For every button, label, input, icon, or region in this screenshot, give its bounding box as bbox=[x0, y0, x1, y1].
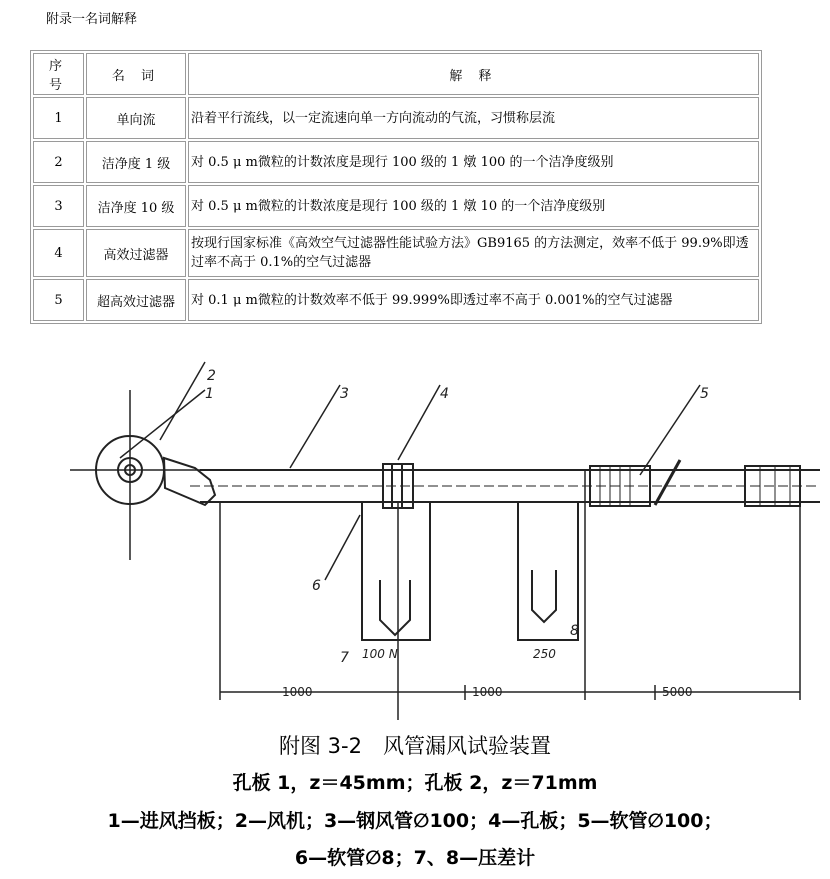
appendix-heading: 附录一名词解释 bbox=[46, 12, 138, 27]
row-explanation: 对 0.1 μ m微粒的计数效率不低于 99.999%即透过率不高于 0.001%的空气过滤器 bbox=[188, 279, 759, 321]
label-3: 3 bbox=[340, 386, 349, 402]
table-row bbox=[33, 141, 759, 183]
row-explanation: 按现行国家标准《高效空气过滤器性能试验方法》GB9165 的方法测定，效率不低于 99.9%即透过率不高于 0.1%的空气过滤器 bbox=[188, 229, 759, 277]
label-5: 5 bbox=[700, 386, 709, 402]
label-1: 1 bbox=[205, 386, 214, 402]
table-row bbox=[33, 185, 759, 227]
row-explanation: 沿着平行流线，以一定流速向单一方向流动的气流，习惯称层流 bbox=[188, 97, 759, 139]
gauge-7 bbox=[362, 502, 430, 640]
row-no: 1 bbox=[33, 97, 84, 139]
label-7: 7 bbox=[340, 650, 349, 666]
dimension-2: 1000 bbox=[472, 685, 503, 699]
figure-caption-line-1: 孔板 1，z＝45mm；孔板 2，z＝71mm bbox=[232, 772, 598, 794]
leader-6 bbox=[325, 515, 360, 580]
leader-4 bbox=[398, 385, 440, 460]
row-no: 4 bbox=[33, 229, 84, 277]
label-2: 2 bbox=[207, 368, 216, 384]
figure-duct-leak-test bbox=[0, 340, 830, 879]
clamp bbox=[655, 460, 680, 505]
row-no: 3 bbox=[33, 185, 84, 227]
row-explanation: 对 0.5 μ m微粒的计数浓度是现行 100 级的 1 燉 10 的一个洁净度级别 bbox=[188, 185, 759, 227]
leader-1 bbox=[120, 390, 205, 458]
leader-5 bbox=[640, 385, 700, 475]
table-header-row bbox=[33, 53, 759, 95]
leader-2 bbox=[160, 362, 205, 440]
gauge-7-tube bbox=[380, 580, 410, 635]
row-term: 超高效过滤器 bbox=[86, 279, 186, 321]
gauge-7-reading: 100 N bbox=[362, 647, 398, 661]
figure-caption-line-3: 6—软管∅8；7、8—压差计 bbox=[294, 847, 536, 869]
label-6: 6 bbox=[312, 578, 321, 594]
label-4: 4 bbox=[440, 386, 449, 402]
gauge-8-tube bbox=[532, 570, 556, 622]
table-row bbox=[33, 279, 759, 321]
glossary-table bbox=[30, 50, 762, 324]
table-row bbox=[33, 97, 759, 139]
duct-apparatus-drawing bbox=[0, 340, 830, 730]
row-no: 2 bbox=[33, 141, 84, 183]
gauge-8-reading: 250 bbox=[533, 647, 556, 661]
leader-3 bbox=[290, 385, 340, 468]
label-8: 8 bbox=[570, 623, 579, 639]
figure-caption-line-2: 1—进风挡板；2—风机；3—钢风管∅100；4—孔板；5—软管∅100； bbox=[107, 810, 723, 832]
row-term: 单向流 bbox=[86, 97, 186, 139]
dimension-1: 1000 bbox=[282, 685, 313, 699]
row-term: 高效过滤器 bbox=[86, 229, 186, 277]
table-row bbox=[33, 229, 759, 277]
header-term: 名 词 bbox=[86, 53, 186, 95]
row-term: 洁净度 10 级 bbox=[86, 185, 186, 227]
fan-outlet bbox=[164, 458, 215, 505]
dimension-3: 5000 bbox=[662, 685, 693, 699]
row-term: 洁净度 1 级 bbox=[86, 141, 186, 183]
row-no: 5 bbox=[33, 279, 84, 321]
row-explanation: 对 0.5 μ m微粒的计数浓度是现行 100 级的 1 燉 100 的一个洁净度级别 bbox=[188, 141, 759, 183]
header-no: 序 号 bbox=[33, 53, 84, 95]
header-explanation: 解 释 bbox=[188, 53, 759, 95]
figure-title: 附图 3-2 风管漏风试验装置 bbox=[279, 734, 551, 758]
